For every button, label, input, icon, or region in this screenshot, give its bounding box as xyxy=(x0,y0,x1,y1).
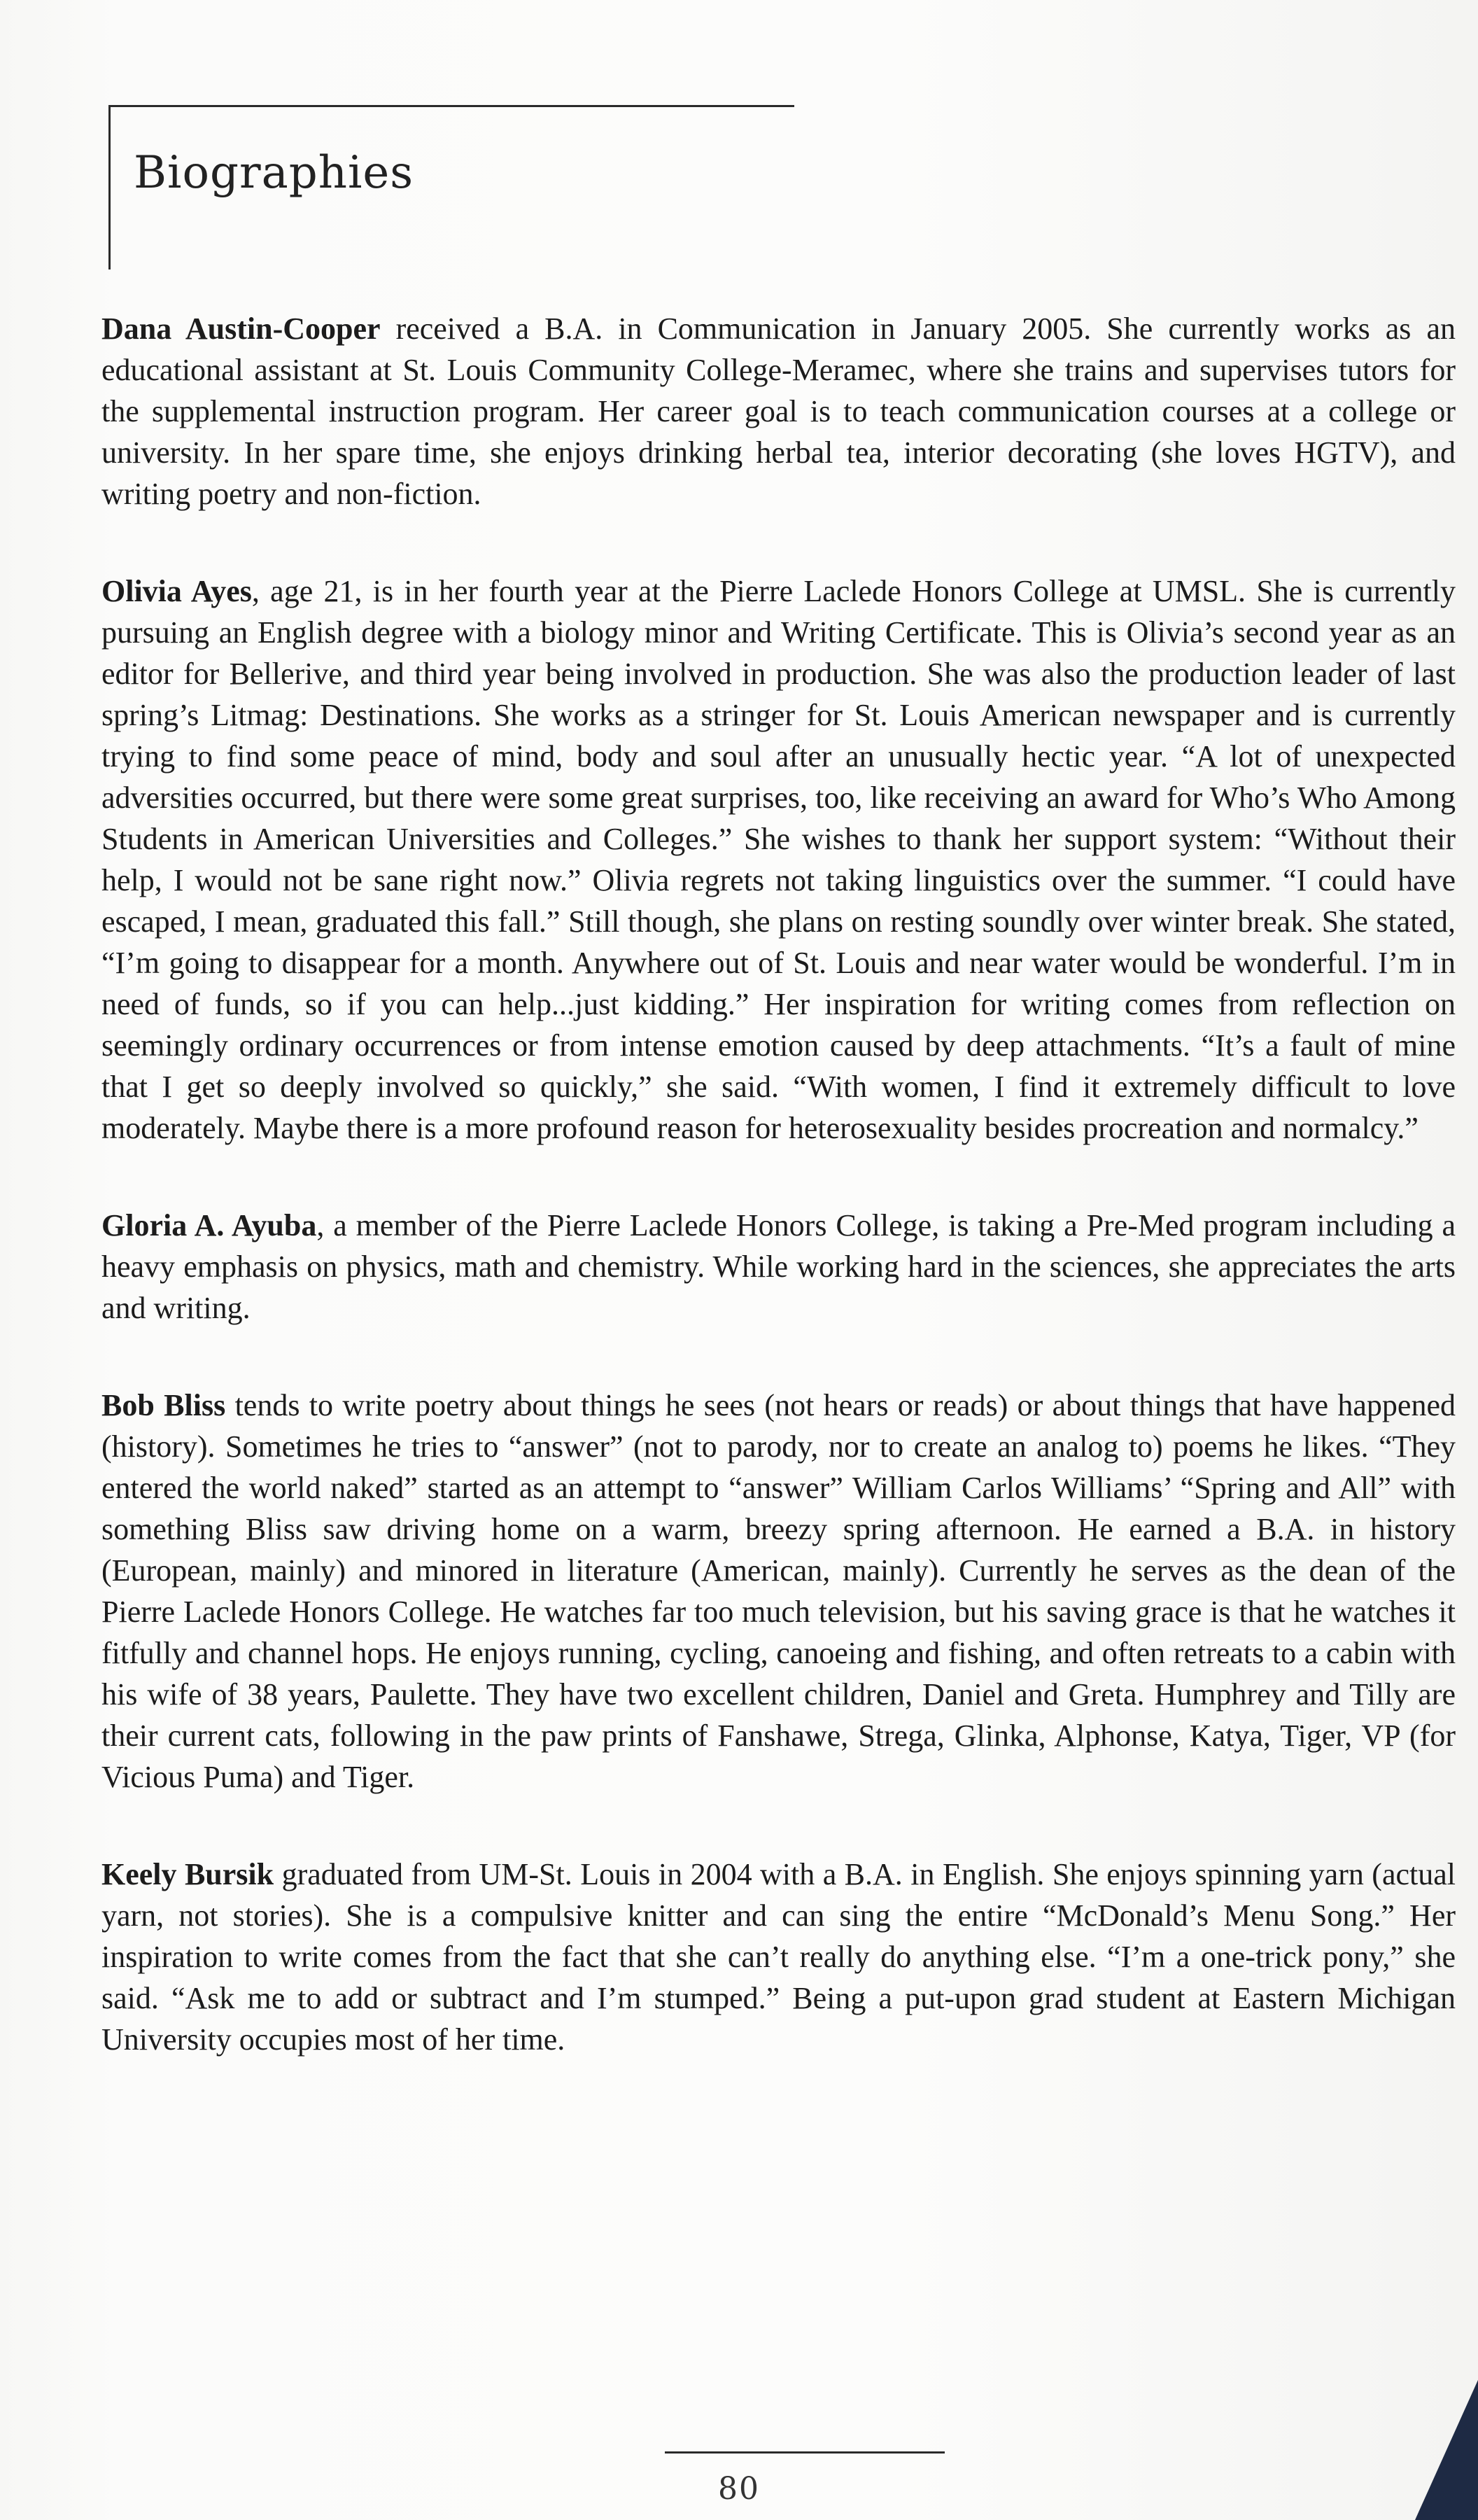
footer-rule xyxy=(665,2451,945,2454)
heading-frame xyxy=(108,105,794,270)
bio-entry-dana-austin-cooper xyxy=(101,308,1456,514)
frame-top-rule xyxy=(108,105,794,107)
bio-name: Olivia Ayes xyxy=(101,574,252,608)
bio-entry-olivia-ayes xyxy=(101,570,1456,1149)
bio-list xyxy=(101,308,1456,2116)
bio-entry-bob-bliss xyxy=(101,1385,1456,1798)
bio-text: , age 21, is in her fourth year at the Pierre Laclede Honors College at UMSL. She is currently pursuing an English degree with a biology minor and Writing Certificate. This is Olivia’s second year as an editor for Bellerive, and third year being involved in production. She was also the production leader of last spring’s Litmag: Destinations. She works as a stringer for St. Louis American newspaper and is currently trying to find some peace of mind, body and soul after an unusually hectic year. “A lot of unexpected adversities occurred, but there were some great surprises, too, like receiving an award for Who’s Who Among Students in American Universities and Colleges.” She wishes to thank her support system: “Without their help, I would not be sane right now.” Olivia regrets not taking linguistics over the summer. “I could have escaped, I mean, graduated this fall.” Still though, she plans on resting soundly over winter break. She stated, “I’m going to disappear for a month. Anywhere out of St. Louis and near water would be wonderful. I’m in need of funds, so if you can help...just kidding.” Her inspiration for writing comes from reflection on seemingly ordinary occurrences or from intense emotion caused by deep attachments. “It’s a fault of mine that I get so deeply involved so quickly,” she said. “With women, I find it extremely difficult to love moderately. Maybe there is a more profound reason for heterosexuality besides procreation and normalcy.” xyxy=(101,574,1456,1145)
page-corner-shadow xyxy=(1415,2380,1478,2520)
bio-text: tends to write poetry about things he sees (not hears or reads) or about things that have happened (history). Sometimes he tries to “answer” (not to parody, nor to create an analog to) poems he likes. “They entered the world naked” started as an attempt to “answer” William Carlos Williams’ “Spring and All” with something Bliss saw driving home on a warm, breezy spring afternoon. He earned a B.A. in history (European, mainly) and minored in literature (American, mainly). Currently he serves as the dean of the Pierre Laclede Honors College. He watches far too much television, but his saving grace is that he watches it fitfully and channel hops. He enjoys running, cycling, canoeing and fishing, and often retreats to a cabin with his wife of 38 years, Paulette. They have two excellent children, Daniel and Greta. Humphrey and Tilly are their current cats, following in the paw prints of Fanshawe, Strega, Glinka, Alphonse, Katya, Tiger, VP (for Vicious Puma) and Tiger. xyxy=(101,1388,1456,1794)
bio-entry-gloria-ayuba xyxy=(101,1205,1456,1329)
bio-name: Gloria A. Ayuba xyxy=(101,1208,317,1242)
bio-name: Dana Austin-Cooper xyxy=(101,312,381,346)
bio-text: graduated from UM-St. Louis in 2004 with a B.A. in English. She enjoys spinning yarn (actual yarn, not stories). She is a compulsive knitter and can sing the entire “McDonald’s Menu Song.” Her inspiration to write comes from the fact that she can’t really do anything else. “I’m a one-trick pony,” she said. “Ask me to add or subtract and I’m stumped.” Being a put-upon grad student at Eastern Michigan University occupies most of her time. xyxy=(101,1857,1456,2057)
frame-left-rule xyxy=(108,105,111,270)
bio-entry-keely-bursik xyxy=(101,1854,1456,2060)
section-title: Biographies xyxy=(134,147,414,199)
bio-text: received a B.A. in Communication in January 2005. She currently works as an educational assistant at St. Louis Community College-Meramec, where she trains and supervises tutors for the supplemental instruction program. Her career goal is to teach communication courses at a college or university. In her spare time, she enjoys drinking herbal tea, interior decorating (she loves HGTV), and writing poetry and non-fiction. xyxy=(101,312,1456,511)
bio-name: Keely Bursik xyxy=(101,1857,274,1891)
page-number: 80 xyxy=(718,2471,760,2507)
bio-text: , a member of the Pierre Laclede Honors College, is taking a Pre-Med program including a heavy emphasis on physics, math and chemistry. While working hard in the sciences, she appreciates the arts and writing. xyxy=(101,1208,1456,1325)
bio-name: Bob Bliss xyxy=(101,1388,226,1422)
